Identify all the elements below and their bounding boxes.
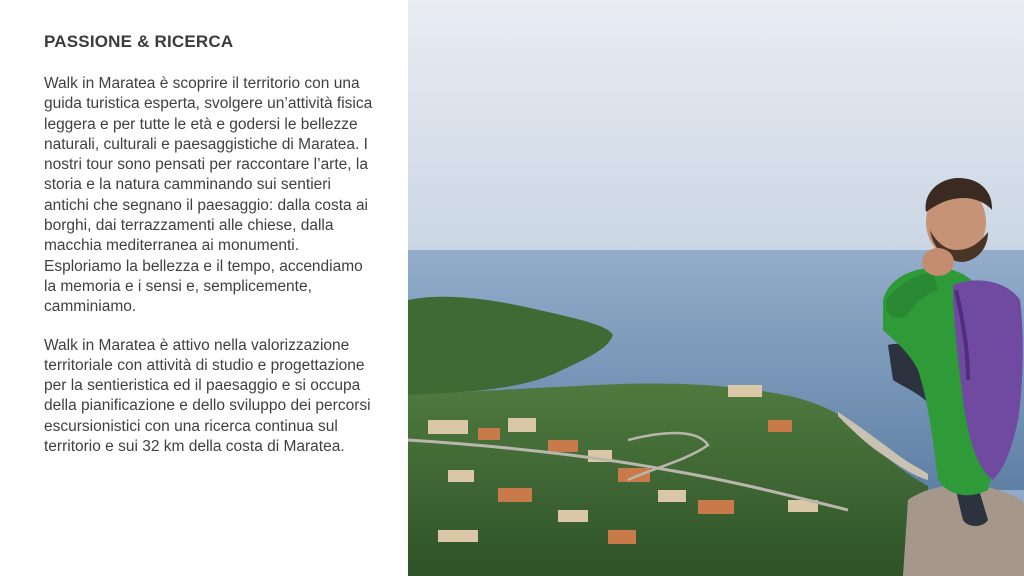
coast-photo [408,0,1024,576]
text-column [44,32,374,475]
paragraph-intro: Walk in Maratea è scoprire il territorio con una guida turistica esperta, svolgere un’attività fisica leggera e per tutte le età e godersi le bellezze naturali, culturali e paesaggistiche di Maratea. I nostri tour sono pensati per raccontare l’arte, la storia e la natura camminando sui sentieri antichi che segnano il paesaggio: dalla costa ai borghi, dai terrazzamenti alle chiese, dalla macchia mediterranea ai monumenti. Esploriamo la bellezza e il tempo, accendiamo la memoria e i sensi e, semplicemente, camminiamo. [44,75,373,316]
slide-title: PASSIONE & RICERCA [44,32,234,51]
paragraph-research: Walk in Maratea è attivo nella valorizzazione territoriale con attività di studio e progettazione per la sentieristica ed il paesaggio e si occupa della pianificazione e dello sviluppo dei percorsi escursionistici con una ricerca continua sul territorio e sui 32 km della costa di Maratea. [44,336,371,456]
